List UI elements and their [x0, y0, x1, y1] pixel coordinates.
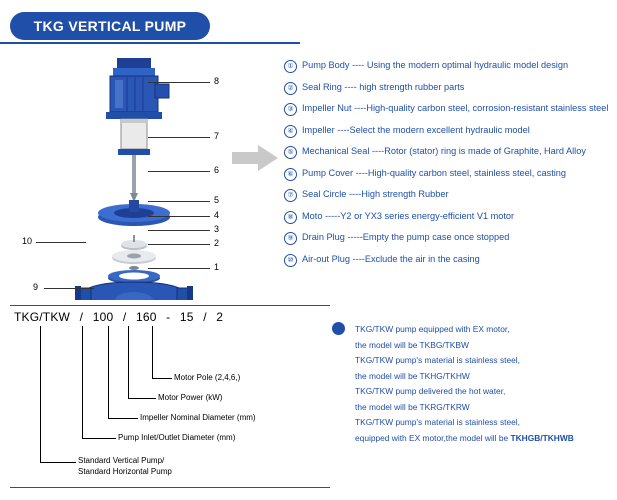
legend-term: Air-out Plug	[302, 253, 351, 264]
leader-line-3	[148, 230, 210, 231]
model-code-block	[14, 310, 223, 324]
legend-desc: ---- high strength rubber parts	[344, 81, 465, 92]
legend-item	[284, 103, 614, 116]
model-tick-pole-h	[152, 378, 172, 379]
legend-number: ②	[284, 82, 297, 95]
legend-item	[284, 254, 614, 267]
callout-6: 6	[214, 165, 220, 175]
note-line: TKG/TKW pump's material is stainless steel,	[355, 355, 520, 365]
callout-4: 4	[214, 210, 220, 220]
legend-number: ④	[284, 125, 297, 138]
legend-desc: ----High-quality carbon steel, corrosion-resistant stainless steel	[354, 103, 609, 113]
legend-term: Drain Plug	[302, 232, 345, 242]
model-tick-pole	[152, 326, 153, 378]
model-tick-power	[128, 326, 129, 398]
legend-number: ⑦	[284, 189, 297, 202]
model-label-type-2: Standard Horizontal Pump	[78, 467, 172, 476]
legend-term: Pump Body	[302, 60, 350, 70]
legend-item	[284, 125, 614, 138]
legend-term: Moto	[302, 210, 323, 221]
legend-number: ⑧	[284, 211, 297, 224]
legend-number: ⑩	[284, 254, 297, 267]
callout-3: 3	[214, 224, 220, 234]
model-tick-type	[40, 326, 41, 462]
model-label-type-1: Standard Vertical Pump/	[78, 456, 165, 465]
legend-desc: ----Exclude the air in the casing	[352, 253, 480, 264]
model-field-impeller: 160	[135, 310, 157, 324]
note-line: the model will be TKRG/TKRW	[355, 401, 470, 412]
legend-desc: ----High-quality carbon steel, stainless steel, casting	[355, 167, 567, 178]
callout-2: 2	[214, 238, 220, 248]
model-tick-impeller-h	[108, 418, 138, 419]
model-block-bottom-divider	[10, 487, 330, 488]
legend-desc: ---- Using the modern optimal hydraulic model design	[352, 60, 569, 70]
leader-line-7	[148, 137, 210, 138]
parts-legend	[284, 60, 614, 275]
legend-term: Impeller	[302, 124, 335, 135]
callout-5: 5	[214, 195, 220, 205]
legend-term: Pump Cover	[302, 167, 354, 178]
pump-illustration-svg	[55, 50, 235, 300]
model-tick-inlet-h	[82, 438, 116, 439]
model-sep-4: /	[203, 310, 207, 324]
legend-term: Impeller Nut	[302, 103, 352, 113]
legend-desc: -----Y2 or YX3 series energy-efficient V1 motor	[325, 210, 515, 221]
leader-line-9	[44, 288, 94, 289]
legend-number: ①	[284, 60, 297, 73]
model-sep-2: /	[122, 310, 127, 324]
note-line: TKG/TKW pump's material is stainless steel,	[355, 417, 520, 427]
model-field-pole: 2	[216, 310, 224, 324]
model-tick-inlet	[82, 326, 83, 438]
legend-term: Seal Circle	[302, 189, 347, 199]
pump-exploded-diagram	[55, 50, 235, 295]
callout-8: 8	[214, 76, 220, 86]
note-bold-model: TKHGB/TKHWB	[510, 432, 574, 443]
note-line-last	[355, 431, 610, 447]
note-line: the model will be TKHG/TKHW	[355, 370, 470, 381]
model-sep-1: /	[79, 310, 84, 324]
callout-1: 1	[214, 262, 220, 272]
note-line: TKG/TKW pump delivered the hot water,	[355, 386, 506, 396]
legend-item	[284, 60, 614, 73]
model-field-inlet: 100	[92, 310, 114, 324]
legend-number: ③	[284, 103, 297, 116]
leader-line-2	[148, 244, 210, 245]
callout-7: 7	[214, 131, 220, 141]
legend-desc: ----Rotor (stator) ring is made of Graphite, Hard Alloy	[371, 146, 586, 156]
legend-item	[284, 211, 614, 224]
legend-number: ⑤	[284, 146, 297, 159]
model-code-line	[14, 310, 223, 324]
leader-line-6	[148, 171, 210, 172]
note-line: TKG/TKW pump equipped with EX motor,	[355, 324, 510, 334]
model-label-inlet: Pump Inlet/Outlet Diameter (mm)	[118, 433, 236, 442]
leader-line-1	[148, 268, 210, 269]
title-underline	[0, 42, 300, 44]
page-title-banner	[10, 12, 210, 40]
model-label-pole: Motor Pole (2,4,6,)	[174, 373, 241, 382]
legend-item	[284, 146, 614, 159]
model-label-power: Motor Power (kW)	[158, 393, 223, 402]
model-prefix: TKG/TKW	[14, 310, 71, 324]
right-arrow-icon	[232, 145, 278, 171]
model-label-impeller: Impeller Nominal Diameter (mm)	[140, 413, 256, 422]
legend-term: Mechanical Seal	[302, 146, 370, 156]
legend-item	[284, 168, 614, 181]
legend-item	[284, 189, 614, 202]
legend-desc: ----High strength Rubber	[348, 189, 449, 199]
model-block-top-divider	[10, 305, 330, 306]
leader-line-10	[36, 242, 86, 243]
leader-line-8	[148, 82, 210, 83]
leader-line-5	[148, 201, 210, 202]
callout-9: 9	[33, 282, 39, 292]
page-title: TKG VERTICAL PUMP	[33, 18, 187, 34]
legend-desc: ----Select the modern excellent hydraulic model	[337, 124, 530, 135]
model-naming-notes	[355, 322, 610, 446]
legend-number: ⑥	[284, 168, 297, 181]
legend-term: Seal Ring	[302, 81, 342, 92]
bullet-dot-icon	[332, 322, 345, 335]
model-tick-power-h	[128, 398, 156, 399]
model-sep-3: -	[166, 310, 171, 324]
model-tick-impeller	[108, 326, 109, 418]
model-field-power: 15	[179, 310, 194, 324]
note-text: equipped with EX motor,the model will be	[355, 432, 511, 443]
legend-number: ⑨	[284, 232, 297, 245]
legend-item	[284, 82, 614, 95]
callout-10: 10	[22, 236, 33, 246]
legend-item	[284, 232, 614, 245]
note-line: the model will be TKBG/TKBW	[355, 339, 469, 350]
legend-desc: -----Empty the pump case once stopped	[347, 232, 510, 242]
model-tick-type-h	[40, 462, 76, 463]
leader-line-4	[148, 216, 210, 217]
